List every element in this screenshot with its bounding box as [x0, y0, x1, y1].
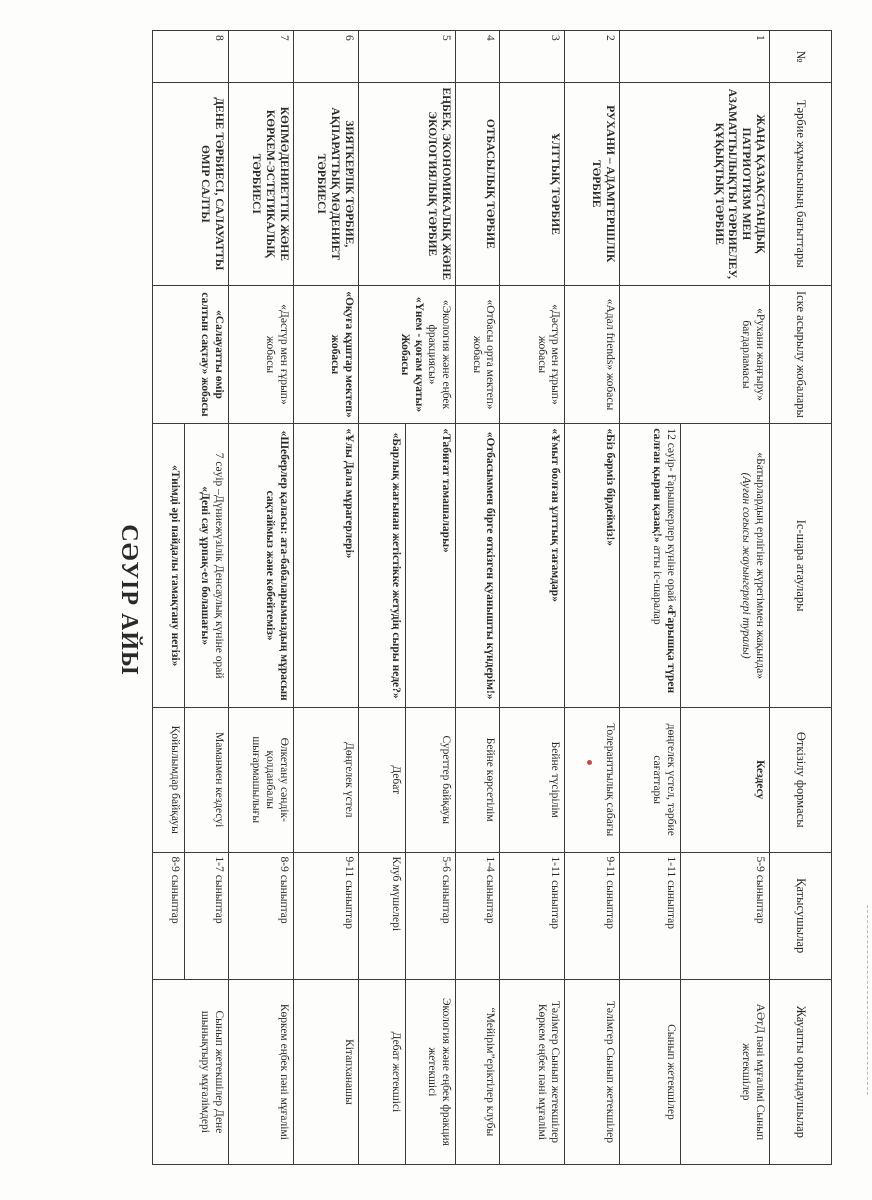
row-project: «Рухани жаңғыру» бағдарламасы: [619, 285, 769, 424]
row-event: «Біз бәрміз бірдейміз!»: [565, 424, 620, 708]
row-event: «Отбасыммен бірге өткізген қуанышты күндерім!»: [456, 424, 500, 708]
row-responsible: Сынып жетекшілер: [619, 979, 680, 1164]
row-participants: 1-4 сыныптар: [456, 852, 500, 979]
event-suffix: атты іс-шаралар: [651, 545, 664, 625]
row-direction: ЖАҢА ҚАЗАҚСТАНДЫҚ ПАТРИОТИЗМ МЕН АЗАМАТТЫЛЫҚТЫ ТӘРБИЕЛЕУ, ҚҰҚЫҚТЫҚ ТӘРБИЕ: [619, 83, 769, 286]
header-responsible: Жауапты орындаушылар: [770, 979, 832, 1164]
project-name: «Экология және еңбек фракциясы»: [426, 299, 453, 410]
event-prefix: 12 сәуір- Ғарышкерлер күніне орай: [664, 428, 677, 602]
row-responsible: Тәлімгер Сынып жетекшілер Көркем еңбек пәні мұғалімі: [500, 979, 565, 1164]
row-participants: 9-11 сыныптар: [565, 852, 620, 979]
table-row: [565, 31, 620, 1165]
row-form: дөңгелек үстел, тәрбие сағаттары: [619, 707, 680, 852]
row-participants: 8-9 сыныптар: [228, 852, 293, 979]
row-project: [358, 285, 456, 424]
row-form: Қойылымдар байқауы: [153, 707, 185, 852]
row-num: 3: [500, 31, 565, 83]
row-participants: 1-11 сыныптар: [500, 852, 565, 979]
row-event: «Шеберлер қаласы: ата-бабаларымыздың мұрасын сақтаймыз және көбейтеміз»: [228, 424, 293, 708]
row-num: 7: [228, 31, 293, 83]
table-row: [500, 31, 565, 1165]
event-title: «Дені сау ұрпақ-ел болашағы»: [198, 486, 211, 646]
row-form: Маманмен кездесуі: [184, 707, 228, 852]
table-row: [228, 31, 293, 1165]
header-direction: Тәрбие жұмысының бағыттары: [770, 83, 832, 286]
row-num: 6: [293, 31, 358, 83]
row-direction: РУХАНИ – АДАМГЕРШІЛІК ТӘРБИЕ: [565, 83, 620, 286]
event-title: «Батырлардың ерлігіне жүрегіммен жақында»: [754, 452, 766, 679]
row-direction: КӨПМӘДЕНИЕТТІК ЖӘНЕ КӨРКЕМ-ЭСТЕТИКАЛЫҚ ТӘРБИЕСІ: [228, 83, 293, 286]
row-participants: 9-11 сыныптар: [293, 852, 358, 979]
header-num: №: [770, 31, 832, 83]
header-event: Іс-шара атаулары: [770, 424, 832, 708]
row-participants: 1-7 сыныптар: [184, 852, 228, 979]
event-note: (Ауған соғысы жауынгерлері туралы): [740, 472, 753, 659]
table-row: [456, 31, 500, 1165]
row-participants: 5-9 сыныптар: [680, 852, 769, 979]
row-responsible: Көркем еңбек пәні мұғалімі: [228, 979, 293, 1164]
row-form: Кездесу: [680, 707, 769, 852]
row-form: Толеранттылық сабағы: [565, 707, 620, 852]
event-prefix: 7 сәуір –Дүниежүзілік Денсаулық күніне орай: [212, 452, 225, 679]
row-responsible: Тәлімгер Сынып жетекшілер: [565, 979, 620, 1164]
project-name: «Үнем - қоғам қуаты» Жобасы: [398, 296, 425, 413]
row-responsible: Кітапханашы: [293, 979, 358, 1164]
row-event: [680, 424, 769, 708]
row-direction: ЕҢБЕК, ЭКОНОМИКАЛЫҚ ЖӘНЕ ЭКОЛОГИЯЛЫҚ ТӘРБИЕ: [358, 83, 456, 286]
row-direction: ОТБАСЫЛЫҚ ТӘРБИЕ: [456, 83, 500, 286]
row-project: «Оқуға құштар мектеп» жобасы: [293, 285, 358, 424]
row-num: 5: [358, 31, 456, 83]
page-title: СӘУІР АЙЫ: [116, 524, 142, 676]
row-responsible: “Мейірім”еріктілер клубы: [456, 979, 500, 1164]
row-direction: ҰЛТТЫҚ ТӘРБИЕ: [500, 83, 565, 286]
header-participants: Қатысушылар: [770, 852, 832, 979]
row-responsible: АӘтД пәні мұғалімі Сынып жетекшілер: [680, 979, 769, 1164]
row-event: [184, 424, 228, 708]
scan-edge-line: [867, 905, 868, 1095]
row-num: 1: [619, 31, 769, 83]
row-responsible: Дебат жетекшісі: [358, 979, 405, 1164]
header-row: [770, 31, 832, 1165]
row-project: «Отбасы орта мектеп» жобасы: [456, 285, 500, 424]
table-row: [680, 31, 769, 1165]
row-event: «Ұмыт болған ұлттық тағамдар»: [500, 424, 565, 708]
table-row: [184, 31, 228, 1165]
event-plan-table: [152, 30, 832, 1165]
row-participants: 8-9 сыныптар: [153, 852, 185, 979]
row-responsible: Сынып жетекшілер Дене шынықтыру мұғалімдері: [153, 979, 229, 1164]
row-num: 8: [153, 31, 229, 83]
row-responsible: Экология және еңбек фракция жетекшісі: [405, 979, 455, 1164]
row-participants: 1-11 сыныптар: [619, 852, 680, 979]
row-direction: ДЕНЕ ТӘРБИЕСІ, САЛАУАТТЫ ӨМІР САЛТЫ: [153, 83, 229, 286]
row-participants: Клуб мүшелері: [358, 852, 405, 979]
row-event: «Барлық жағынан жетістікке жетудің сыры неде?»: [358, 424, 405, 708]
event-title: «Ғарышқа түрен салған қыран қазақ!»: [651, 428, 677, 694]
row-event: [619, 424, 680, 708]
row-participants: 5-6 сыныптар: [405, 852, 455, 979]
row-project: «Салауатты өмір салтын сақтау» жобасы: [153, 285, 229, 424]
row-event: «Тиімді әрі пайдалы тамақтану негізі»: [153, 424, 185, 708]
row-num: 4: [456, 31, 500, 83]
row-direction: ЗИЯТКЕРЛІК ТӘРБИЕ, АҚПАРАТТЫҚ МӘДЕНИЕТ ТӘРБИЕСІ: [293, 83, 358, 286]
row-form: Бейне көрсетілім: [456, 707, 500, 852]
row-form: Суреттер байқауы: [405, 707, 455, 852]
row-form: Бейне түсірілім: [500, 707, 565, 852]
header-project: Іске асырылу жобалары: [770, 285, 832, 424]
row-event: «Табиғат тамашалары»: [405, 424, 455, 708]
row-form: Дебат: [358, 707, 405, 852]
header-form: Өткізілу формасы: [770, 707, 832, 852]
row-num: 2: [565, 31, 620, 83]
row-project: «Дәстүр мен ғұрып» жобасы: [228, 285, 293, 424]
row-form: Дөңгелек үстел: [293, 707, 358, 852]
table-row: [293, 31, 358, 1165]
row-form: Өлкетану сәндік-қолданбалы шығармашылығы: [228, 707, 293, 852]
row-project: «Адал friends» жобасы: [565, 285, 620, 424]
row-event: «Ұлы Дала мұрагерлері»: [293, 424, 358, 708]
row-project: «Дәстүр мен ғұрып» жобасы: [500, 285, 565, 424]
table-row: [405, 31, 455, 1165]
